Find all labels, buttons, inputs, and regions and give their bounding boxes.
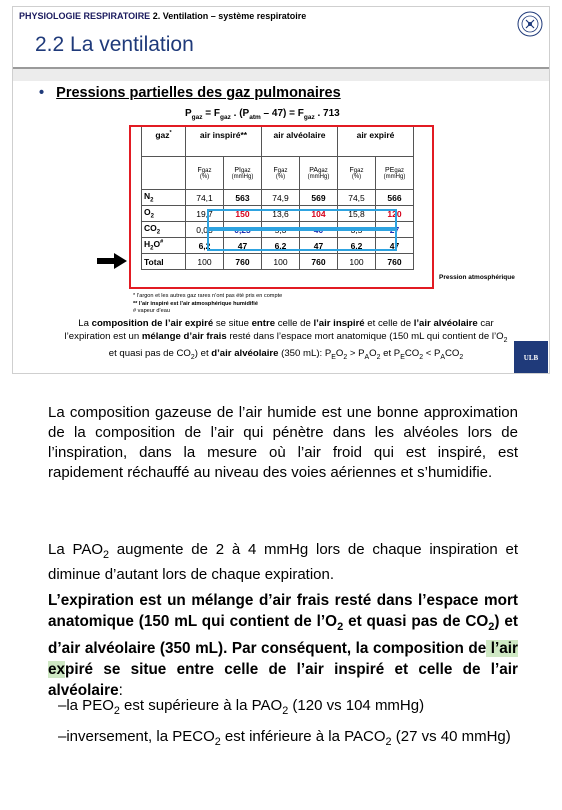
subheader-f-inspired: Fgaz (%): [186, 157, 224, 190]
slide-title: 2.2 La ventilation: [35, 33, 194, 56]
slide-paragraph: La composition de l’air expiré se situe entre celle de l’air inspiré et celle de l’air alvéolaire car l’expiration est un mélange d’air frais resté dans l’espace mort anatomique (150 mL qui contient de $l’O_2$ et quasi pas de $CO_2$) et d’air alvéolaire (350 mL): $P_EO_2 > P_AO_2$ et $P_ECO_2 < P_ACO_2$: [64, 318, 508, 361]
list-item-peo2: –la $PEO_2$ est supérieure à la $PAO_2$ (120 vs 104 mmHg): [58, 697, 425, 717]
table-row-total: Total 100 760 100 760 100 760: [142, 254, 414, 270]
subheader-f-alveolar: Fgaz (%): [262, 157, 300, 190]
bullet-marker: •: [39, 85, 45, 101]
paragraph-expiration: L’expiration est un mélange d’air frais resté dans l’espace mort anatomique (150 mL qui contient de $l’O_2$ et quasi pas de $CO_2$) et d’air alvéolaire (350 mL). Par conséquent, la composition de l’air expiré se situe entre celle de l’air inspiré et celle de l’air alvéolaire:: [48, 592, 518, 700]
subheader-p-alveolar: PAgaz (mmHg): [300, 157, 338, 190]
slide-header-section: PHYSIOLOGIE RESPIRATOIRE: [19, 11, 151, 21]
partial-pressure-formula: $P_{gaz} = F_{gaz}$ . $(P_{atm} - 47) = F_{gaz}$ . 713: [185, 108, 340, 121]
university-seal-icon: [517, 11, 543, 37]
footnote: * l’argon et les autres gaz rares n’ont pas été pris en compte: [133, 293, 283, 299]
ulb-logo: ULB: [514, 341, 548, 374]
title-band: [13, 69, 549, 81]
header-alveolar: air alvéolaire: [262, 127, 338, 157]
table-row-co2: $CO_2$ 0,03 0,23 5,3 40 3,5 27: [142, 222, 414, 238]
right-arrow-icon: [97, 253, 127, 269]
subheader-p-inspired: PIgaz (mmHg): [224, 157, 262, 190]
bullet-heading-text: Pressions partielles des gaz pulmonaires: [56, 85, 341, 101]
footnote: ** l’air inspiré est l’air atmosphérique humidifié: [133, 300, 258, 307]
list-item-peco2: –inversement, la $PECO_2$ est inférieure à la $PACO_2$ (27 vs 40 mmHg): [58, 728, 511, 748]
bullet-heading: [39, 85, 341, 101]
subheader-p-expired: PEgaz (mmHg): [376, 157, 414, 190]
table-red-frame: [129, 125, 434, 289]
footnote: # vapeur d’eau: [133, 308, 171, 315]
slide-header: [19, 11, 306, 21]
table-row-n2: $N_2$ 74,1 563 74,9 569 74,5 566: [142, 190, 414, 206]
table-blue-frame-o2: [207, 209, 397, 229]
subheader-f-expired: Fgaz (%): [338, 157, 376, 190]
slide: [12, 6, 550, 374]
header-inspired: air inspiré**: [186, 127, 262, 157]
table-footnotes: [133, 293, 282, 316]
slide-header-rest: 2. Ventilation – système respiratoire: [152, 11, 307, 21]
table-blue-frame-co2: [207, 229, 397, 251]
header-gas: gaz*: [142, 127, 186, 157]
text-highlight: l’air ex: [48, 640, 518, 679]
header-expired: air expiré: [338, 127, 414, 157]
table-row-h2o: $H_2O^{\#}$ 6,2 47 6,2 47 6,2 47: [142, 238, 414, 254]
atmospheric-pressure-label: Pression atmosphérique: [439, 274, 515, 281]
table-row-o2: $O_2$ 19,7 150 13,6 104 15,8 120: [142, 206, 414, 222]
paragraph-humid-air: La composition gazeuse de l’air humide est une bonne approximation de la composition de l’air qui pénètre dans les alvéoles lors de l’inspiration, dans la mesure où l’air froid qui est inspiré, est rapidement réchauffé au niveau des voies aériennes et s’humidifie.: [48, 404, 518, 481]
paragraph-pao2: La $PAO_2$ augmente de 2 à 4 mmHg lors de chaque inspiration et diminue d’autant lors de chaque expiration.: [48, 541, 518, 583]
